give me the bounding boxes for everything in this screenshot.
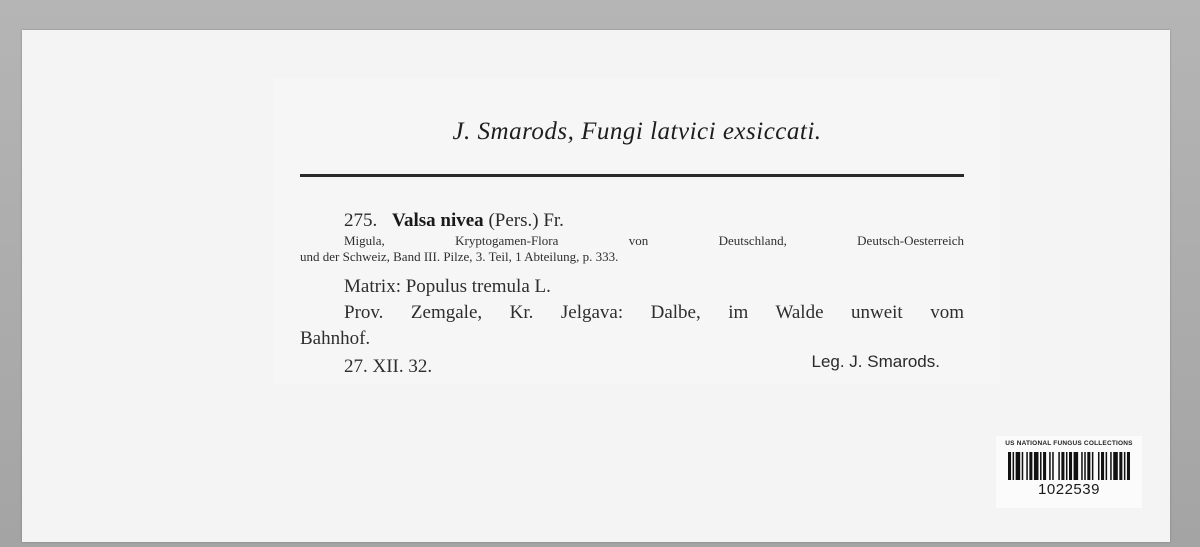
collection-date: 27. XII. 32. xyxy=(344,356,433,377)
barcode-bar xyxy=(1074,452,1079,480)
barcode-bar xyxy=(1069,452,1072,480)
label-title xyxy=(274,118,1000,146)
title-series: Fungi latvici exsiccati. xyxy=(581,118,822,145)
barcode-bar xyxy=(1066,452,1068,480)
barcode-bar xyxy=(1034,452,1039,480)
reference-line-1: Migula, Kryptogamen-Flora von Deutschland, Deutsch-Oesterreich xyxy=(344,233,964,248)
barcode-header: US NATIONAL FUNGUS COLLECTIONS xyxy=(1005,440,1133,447)
barcode-bar xyxy=(1113,452,1118,480)
barcode-bar xyxy=(1101,452,1104,480)
barcode-bar xyxy=(1026,452,1028,480)
barcode-label xyxy=(996,436,1142,508)
barcode-bar xyxy=(1092,452,1094,480)
barcode-bar xyxy=(1008,452,1011,480)
specimen-label xyxy=(274,78,1000,384)
literature-reference xyxy=(300,233,964,265)
catalog-number: 1022539 xyxy=(1038,481,1100,498)
barcode-bar xyxy=(1016,452,1021,480)
matrix-line: Matrix: Populus tremula L. xyxy=(344,276,551,297)
barcode-bar xyxy=(1058,452,1060,480)
exsiccata-number: 275. xyxy=(344,210,378,231)
barcode-bar xyxy=(1040,452,1042,480)
species-line xyxy=(344,210,564,232)
title-rule xyxy=(300,174,964,177)
barcode-bar xyxy=(1110,452,1112,480)
collector: Leg. J. Smarods. xyxy=(811,352,940,371)
barcode-bar xyxy=(1084,452,1086,480)
locality xyxy=(300,300,964,352)
species-name: Valsa nivea xyxy=(392,210,484,231)
reference-line-2: und der Schweiz, Band III. Pilze, 3. Teil, 1 Abteilung, p. 333. xyxy=(300,249,619,264)
barcode-bar xyxy=(1098,452,1100,480)
barcode-bar xyxy=(1081,452,1083,480)
barcode-bars xyxy=(1008,452,1130,480)
barcode-bar xyxy=(1022,452,1024,480)
locality-line-1: Prov. Zemgale, Kr. Jelgava: Dalbe, im Walde unweit vom xyxy=(344,302,964,323)
barcode-bar xyxy=(1119,452,1122,480)
barcode-bar xyxy=(1127,452,1130,480)
species-authority: (Pers.) Fr. xyxy=(488,210,564,231)
barcode-bar xyxy=(1013,452,1015,480)
barcode-bar xyxy=(1043,452,1046,480)
barcode-bar xyxy=(1061,452,1064,480)
barcode-bar xyxy=(1049,452,1051,480)
barcode-bar xyxy=(1087,452,1090,480)
barcode-bar xyxy=(1124,452,1126,480)
barcode-bar xyxy=(1029,452,1032,480)
barcode-bar xyxy=(1106,452,1108,480)
locality-line-2: Bahnhof. xyxy=(300,328,371,349)
title-author: J. Smarods, xyxy=(452,118,575,145)
barcode-bar xyxy=(1052,452,1054,480)
